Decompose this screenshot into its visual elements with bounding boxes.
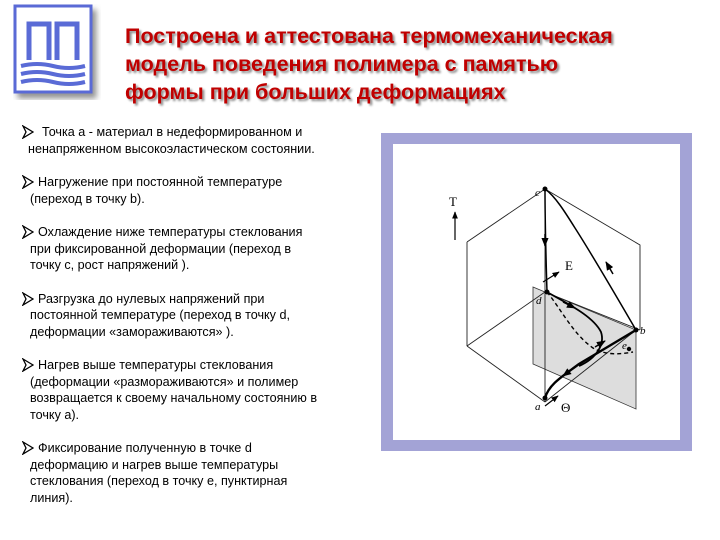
- list-item-line: Охлаждение ниже температуры стеклования: [38, 225, 303, 239]
- arrowhead-bullet-icon: [22, 441, 34, 455]
- list-item: [22, 224, 362, 274]
- axis-T-label: T: [449, 194, 457, 209]
- list-item-line: возвращается к своему начальному состоянию в: [30, 391, 318, 405]
- logo-icon: [13, 4, 101, 100]
- arrowhead-bullet-icon: [22, 225, 34, 239]
- list-item-line: Разгрузка до нулевых напряжений при: [38, 291, 265, 306]
- list-item: [22, 440, 362, 506]
- point-e: [627, 347, 631, 351]
- bullet-list: [22, 124, 362, 523]
- list-item-line: (деформации «размораживаются» и полимер: [30, 374, 299, 389]
- axis-E-label: E: [565, 258, 573, 273]
- list-item: [22, 291, 362, 341]
- list-item: [22, 124, 362, 157]
- list-item-line: Фиксирование полученную в точке d: [38, 441, 252, 455]
- list-item: [22, 357, 362, 423]
- arrowhead-bullet-icon: [22, 292, 34, 306]
- axis-Theta-label: Θ: [561, 400, 571, 415]
- list-item-line: линия).: [30, 490, 73, 505]
- direction-arrow-icon: [606, 262, 613, 274]
- point-b-label: b: [640, 325, 646, 337]
- list-item-line: ненапряженном высокоэластическом состоянии.: [28, 141, 315, 156]
- arrowhead-bullet-icon: [22, 125, 34, 139]
- point-c: [543, 187, 548, 192]
- point-e-label: e: [622, 340, 627, 352]
- point-a-label: a: [535, 401, 541, 413]
- list-item-line: Точка a - материал в недеформированном и: [42, 125, 303, 139]
- arrowhead-bullet-icon: [22, 358, 34, 372]
- diagram-panel: [393, 144, 680, 440]
- diagram-frame: [381, 133, 692, 451]
- list-item-line: при фиксированной деформации (переход в: [30, 241, 292, 256]
- title-line: Построена и аттестована термомеханическая: [125, 24, 613, 48]
- arrowhead-bullet-icon: [22, 175, 34, 189]
- title-line: модель поведения полимера с памятью: [125, 52, 559, 76]
- list-item-line: (переход в точку b).: [30, 191, 145, 206]
- point-d: [545, 290, 550, 295]
- list-item-line: Нагружение при постоянной температуре: [38, 175, 283, 189]
- list-item-line: стеклования (переход в точку e, пунктирная: [30, 474, 288, 488]
- list-item-line: деформацию и нагрев выше температуры: [30, 457, 279, 472]
- frame-line: [467, 189, 545, 242]
- page-title: [125, 22, 705, 106]
- list-item-line: точку a).: [30, 407, 80, 422]
- point-d-label: d: [536, 295, 542, 307]
- title-line: формы при больших деформациях: [125, 80, 506, 104]
- point-b: [634, 328, 639, 333]
- list-item-line: точку c, рост напряжений ).: [30, 258, 190, 272]
- thermomechanical-diagram: [393, 144, 680, 440]
- list-item: [22, 174, 362, 207]
- point-a: [543, 396, 548, 401]
- list-item-line: Нагрев выше температуры стеклования: [38, 358, 274, 372]
- list-item-line: постоянной температуре (переход в точку d,: [30, 308, 290, 322]
- list-item-line: деформации «замораживаются» ).: [30, 324, 234, 339]
- point-c-label: c: [535, 187, 540, 199]
